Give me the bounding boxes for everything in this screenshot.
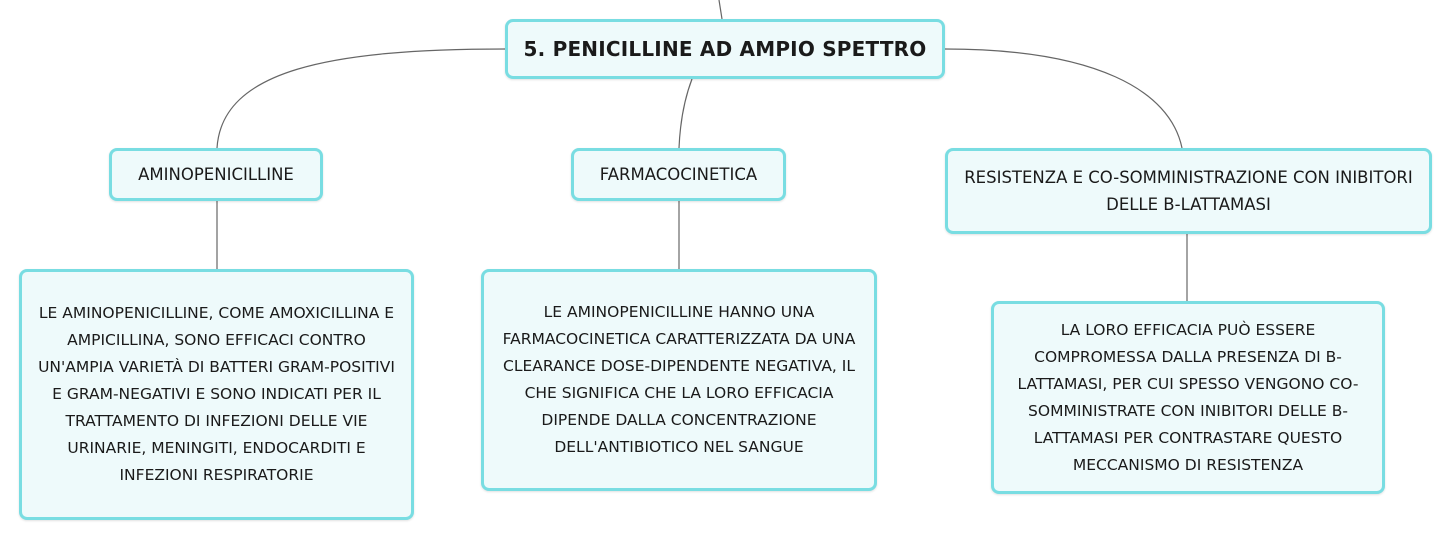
subtopic-node-farmacocinetica-detail[interactable] (481, 269, 877, 491)
subtopic-text-resistenza: LA LORO EFFICACIA PUÒ ESSERE COMPROMESSA DALLA PRESENZA DI Β-LATTAMASI, PER CUI SPESSO VENGONO CO-SOMMINISTRATE CON INIBITORI DELLE Β-LATTAMASI PER CONTRASTARE QUESTO MECCANISMO DI RESISTENZA (1017, 320, 1359, 474)
connector-root-to-resistenza (945, 49, 1182, 148)
connector-parent-to-root (719, 0, 722, 19)
subtopic-text-aminopenicilline: LE AMINOPENICILLINE, COME AMOXICILLINA E AMPICILLINA, SONO EFFICACI CONTRO UN'AMPIA VARIETÀ DI BATTERI GRAM-POSITIVI E GRAM-NEGATIVI E SONO INDICATI PER IL TRATTAMENTO DI INFEZIONI DELLE VIE URINARIE, MENINGITI, ENDOCARDITI E INFEZIONI RESPIRATORIE (38, 304, 395, 484)
topic-node-aminopenicilline[interactable] (109, 148, 323, 201)
topic-node-farmacocinetica[interactable] (571, 148, 786, 201)
connector-root-to-aminopenicilline (217, 49, 505, 148)
subtopic-node-resistenza-detail[interactable] (991, 301, 1385, 494)
root-topic-node[interactable] (505, 19, 945, 79)
subtopic-text-farmacocinetica: LE AMINOPENICILLINE HANNO UNA FARMACOCINETICA CARATTERIZZATA DA UNA CLEARANCE DOSE-DIPENDENTE NEGATIVA, IL CHE SIGNIFICA CHE LA LORO EFFICACIA DIPENDE DALLA CONCENTRAZIONE DELL'ANTIBIOTICO NEL SANGUE (502, 303, 856, 456)
topic-title-aminopenicilline: AMINOPENICILLINE (138, 165, 294, 184)
topic-title-resistenza: RESISTENZA E CO-SOMMINISTRAZIONE CON INIBITORI DELLE Β-LATTAMASI (964, 168, 1413, 214)
topic-title-farmacocinetica: FARMACOCINETICA (599, 165, 758, 184)
root-topic-title: 5. PENICILLINE AD AMPIO SPETTRO (523, 37, 927, 61)
connector-root-to-farmacocinetica (679, 79, 692, 148)
subtopic-node-aminopenicilline-detail[interactable] (19, 269, 414, 520)
topic-node-resistenza[interactable] (945, 148, 1432, 234)
